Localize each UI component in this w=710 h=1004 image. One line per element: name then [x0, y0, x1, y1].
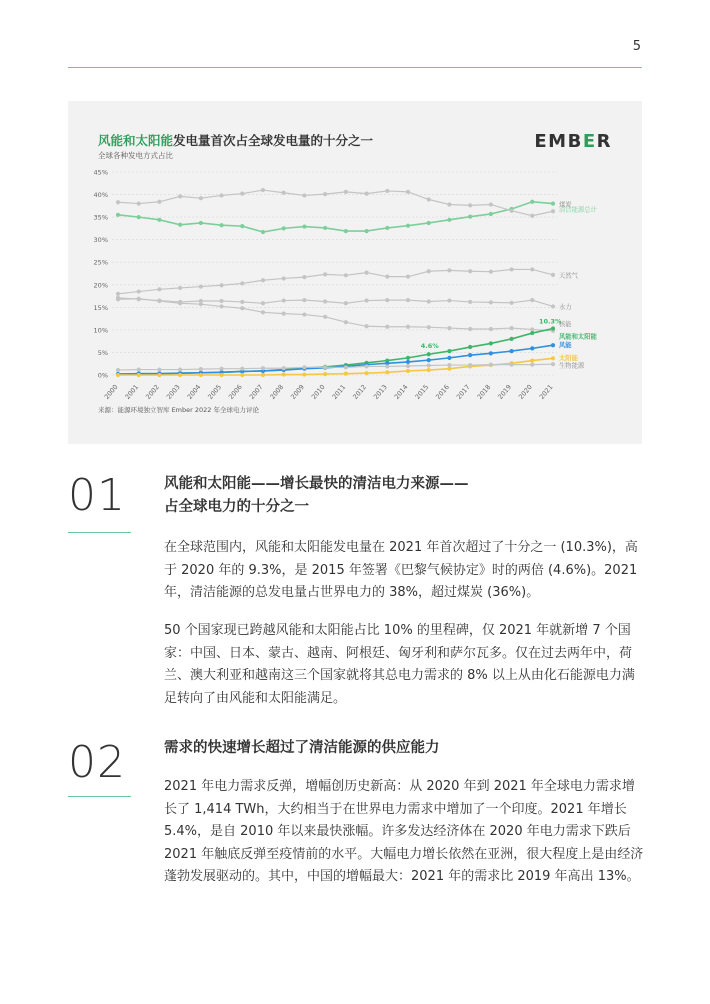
data-point [447, 363, 451, 367]
x-tick-label: 2001 [123, 383, 141, 401]
data-point [468, 327, 472, 331]
data-point [385, 226, 389, 230]
series-line [118, 299, 553, 331]
data-point [427, 325, 431, 329]
data-point [240, 373, 244, 377]
data-point [489, 341, 493, 345]
data-point [282, 298, 286, 302]
data-point [509, 301, 513, 305]
data-point [489, 363, 493, 367]
data-point [137, 215, 141, 219]
data-point [364, 364, 368, 368]
data-point [385, 298, 389, 302]
data-point [344, 365, 348, 369]
data-point [427, 299, 431, 303]
data-point [302, 193, 306, 197]
data-point [261, 366, 265, 370]
data-point [219, 193, 223, 197]
x-tick-label: 2010 [309, 383, 327, 401]
data-point [323, 272, 327, 276]
series-line [118, 269, 553, 293]
data-point [240, 300, 244, 304]
data-point [385, 370, 389, 374]
series-label: 风能 [559, 341, 572, 349]
data-point [178, 301, 182, 305]
data-point [219, 299, 223, 303]
data-point [364, 298, 368, 302]
data-point [447, 356, 451, 360]
data-point [199, 302, 203, 306]
series-line [118, 202, 553, 232]
data-point [530, 200, 534, 204]
section-heading-01 [164, 473, 644, 519]
data-point [468, 215, 472, 219]
data-point [427, 368, 431, 372]
data-point [385, 364, 389, 368]
data-point [240, 224, 244, 228]
data-point [261, 230, 265, 234]
data-point [323, 226, 327, 230]
series-line [118, 298, 553, 307]
data-point [406, 369, 410, 373]
data-point [427, 269, 431, 273]
series-line [118, 364, 553, 370]
section-heading-01-line1: 风能和太阳能——增长最快的清洁电力来源—— [164, 476, 469, 492]
logo-suffix: R [596, 131, 612, 152]
data-point [219, 304, 223, 308]
y-tick-label: 10% [93, 326, 108, 335]
data-point [447, 218, 451, 222]
data-point [261, 310, 265, 314]
data-point [157, 373, 161, 377]
data-point [468, 363, 472, 367]
data-point [447, 349, 451, 353]
data-point [551, 326, 555, 330]
data-point [219, 373, 223, 377]
data-point [344, 229, 348, 233]
data-point [406, 190, 410, 194]
data-point [427, 197, 431, 201]
data-point [551, 356, 555, 360]
chart-panel [68, 101, 642, 444]
data-point [282, 366, 286, 370]
data-point [489, 212, 493, 216]
data-point [116, 368, 120, 372]
section-heading-02: 需求的快速增长超过了清洁能源的供应能力 [164, 740, 440, 756]
data-point [551, 362, 555, 366]
data-point [509, 363, 513, 367]
data-point [240, 367, 244, 371]
x-tick-label: 2013 [372, 383, 389, 401]
series-label: 太阳能 [559, 354, 578, 362]
data-point [406, 325, 410, 329]
data-point [178, 194, 182, 198]
x-tick-label: 2002 [144, 383, 161, 401]
data-point [509, 349, 513, 353]
data-point [468, 353, 472, 357]
data-point [219, 223, 223, 227]
data-point [489, 270, 493, 274]
data-point [157, 218, 161, 222]
data-point [116, 213, 120, 217]
y-tick-label: 40% [93, 191, 108, 200]
data-point [364, 371, 368, 375]
data-point [489, 202, 493, 206]
section2-paragraph-1: 2021 年电力需求反弹，增幅创历史新高：从 2020 年到 2021 年全球电力需求增长了 1,414 TWh，大约相当于在世界电力需求中增加了一个印度。2021 年增长 5.4%，是自 2010 年以来最快涨幅。许多发达经济体在 2020 年电力需求下跌后 2021 年触底反弹至疫情前的水平。大幅电力增长依然在亚洲，很大程度上是由经济蓬勃发展驱动的。其中，中国的增幅最大：2021 年的需求比 2019 年高出 13%。 [164, 779, 644, 884]
data-point [240, 281, 244, 285]
section1-paragraph-2: 50 个国家现已跨越风能和太阳能占比 10% 的里程碑，仅 2021 年就新增 7 个国家：中国、日本、蒙古、越南、阿根廷、匈牙利和萨尔瓦多。仅在过去两年中，荷兰、澳大利亚和越南这三个国家就将其总电力需求的 8% 以上从由化石能源电力满足转向了由风能和太阳能满足。 [164, 623, 635, 706]
data-point [302, 275, 306, 279]
series-label: 生物能源 [559, 362, 585, 370]
data-point [385, 189, 389, 193]
data-point [530, 363, 534, 367]
data-point [116, 373, 120, 377]
chart-title-rest: 发电量首次占全球发电量的十分之一 [173, 133, 374, 148]
data-point [427, 221, 431, 225]
series-label: 清洁能源总计 [559, 206, 597, 214]
data-point [116, 297, 120, 301]
data-point [468, 300, 472, 304]
data-point [344, 320, 348, 324]
data-point [551, 273, 555, 277]
data-point [116, 200, 120, 204]
data-point [199, 373, 203, 377]
data-point [489, 327, 493, 331]
series-label: 水力 [559, 303, 572, 311]
data-point [240, 306, 244, 310]
data-point [157, 287, 161, 291]
series-line [118, 190, 553, 216]
data-point [530, 298, 534, 302]
x-tick-label: 2011 [330, 383, 348, 401]
logo-e: E [582, 131, 597, 152]
data-point [551, 343, 555, 347]
line-chart [68, 101, 642, 444]
data-point [344, 372, 348, 376]
data-point [178, 223, 182, 227]
x-tick-label: 2009 [289, 383, 306, 401]
data-point [468, 203, 472, 207]
data-point [157, 299, 161, 303]
x-tick-label: 2000 [102, 383, 120, 401]
data-point [406, 275, 410, 279]
data-point [427, 352, 431, 356]
data-point [530, 267, 534, 271]
x-tick-label: 2020 [517, 383, 534, 401]
data-point [427, 358, 431, 362]
data-point [509, 267, 513, 271]
section-number-01: 01 [68, 470, 126, 521]
section-divider-01 [68, 532, 131, 533]
data-point [530, 214, 534, 218]
data-point [551, 304, 555, 308]
data-point [406, 224, 410, 228]
data-point [364, 270, 368, 274]
y-tick-label: 45% [93, 168, 108, 177]
data-point [302, 312, 306, 316]
data-point [551, 209, 555, 213]
data-point [261, 373, 265, 377]
section1-paragraph-1: 在全球范围内，风能和太阳能发电量在 2021 年首次超过了十分之一 (10.3%)，高于 2020 年的 9.3%，是 2015 年签署《巴黎气候协定》时的两倍 (4.6%)。2021 年，清洁能源的总发电量占世界电力的 38%，超过煤炭 (36%)。 [164, 540, 638, 600]
data-point [427, 363, 431, 367]
x-tick-label: 2018 [475, 383, 493, 401]
data-point [447, 367, 451, 371]
data-point [509, 209, 513, 213]
header-divider [68, 67, 642, 68]
data-point [199, 196, 203, 200]
data-point [364, 229, 368, 233]
data-point [302, 298, 306, 302]
data-point [261, 278, 265, 282]
section-divider-02 [68, 796, 131, 797]
data-point [282, 226, 286, 230]
data-point [219, 283, 223, 287]
data-point [447, 202, 451, 206]
data-point [385, 325, 389, 329]
data-point [468, 269, 472, 273]
data-point [530, 358, 534, 362]
data-point [344, 190, 348, 194]
x-tick-label: 2005 [206, 383, 224, 401]
data-point [302, 224, 306, 228]
data-point [137, 201, 141, 205]
data-point [137, 367, 141, 371]
chart-subtitle: 全球各种发电方式占比 [98, 151, 173, 160]
annotation-2021: 10.3% [539, 317, 562, 326]
x-tick-label: 2006 [227, 383, 244, 401]
y-tick-label: 15% [93, 303, 108, 312]
series-label: 核能 [559, 321, 572, 329]
data-point [261, 188, 265, 192]
y-tick-label: 5% [97, 348, 108, 357]
data-point [406, 360, 410, 364]
data-point [178, 367, 182, 371]
data-point [489, 351, 493, 355]
data-point [530, 346, 534, 350]
series-label: 风能和太阳能 [559, 333, 597, 341]
data-point [447, 326, 451, 330]
data-point [406, 364, 410, 368]
x-tick-label: 2008 [268, 383, 286, 401]
logo-prefix: EMB [534, 131, 583, 152]
data-point [219, 367, 223, 371]
chart-title-highlight: 风能和太阳能 [98, 133, 174, 148]
data-point [199, 284, 203, 288]
y-tick-label: 35% [93, 213, 108, 222]
data-point [137, 373, 141, 377]
data-point [157, 367, 161, 371]
data-point [116, 292, 120, 296]
data-point [199, 221, 203, 225]
x-tick-label: 2007 [247, 383, 265, 401]
data-point [261, 301, 265, 305]
data-point [447, 268, 451, 272]
data-point [323, 365, 327, 369]
data-point [302, 365, 306, 369]
annotation-2015: 4.6% [420, 342, 439, 351]
x-tick-label: 2016 [434, 383, 451, 401]
x-tick-label: 2021 [537, 383, 555, 401]
data-point [489, 300, 493, 304]
data-point [530, 327, 534, 331]
x-tick-label: 2012 [351, 383, 369, 401]
data-point [282, 276, 286, 280]
data-point [323, 315, 327, 319]
data-point [178, 373, 182, 377]
x-tick-label: 2015 [413, 383, 431, 401]
data-point [509, 337, 513, 341]
x-tick-label: 2014 [392, 383, 410, 401]
section-heading-01-line2: 占全球电力的十分之一 [164, 499, 309, 515]
data-point [282, 312, 286, 316]
y-tick-label: 30% [93, 236, 108, 245]
data-point [323, 372, 327, 376]
data-point [137, 289, 141, 293]
section-number-02: 02 [68, 737, 126, 788]
data-point [302, 372, 306, 376]
x-tick-label: 2003 [164, 383, 182, 401]
y-tick-label: 20% [93, 281, 108, 290]
data-point [406, 298, 410, 302]
data-point [406, 356, 410, 360]
data-point [178, 286, 182, 290]
data-point [530, 331, 534, 335]
data-point [137, 297, 141, 301]
x-tick-label: 2004 [185, 383, 203, 401]
data-point [344, 301, 348, 305]
y-tick-label: 0% [97, 371, 108, 380]
chart-source: 来源：能源环境独立智库 Ember 2022 年全球电力评论 [98, 406, 259, 414]
x-tick-label: 2019 [496, 383, 514, 401]
data-point [551, 201, 555, 205]
x-tick-label: 2017 [454, 383, 472, 401]
data-point [199, 367, 203, 371]
series-label: 煤炭 [559, 201, 572, 209]
page-number: 5 [632, 39, 641, 54]
data-point [364, 192, 368, 196]
data-point [157, 200, 161, 204]
data-point [468, 345, 472, 349]
data-point [509, 326, 513, 330]
data-point [282, 372, 286, 376]
data-point [282, 191, 286, 195]
data-point [323, 192, 327, 196]
data-point [447, 298, 451, 302]
series-label: 天然气 [559, 272, 578, 280]
data-point [364, 324, 368, 328]
data-point [344, 273, 348, 277]
data-point [385, 275, 389, 279]
y-tick-label: 25% [93, 258, 108, 267]
data-point [240, 192, 244, 196]
data-point [323, 299, 327, 303]
